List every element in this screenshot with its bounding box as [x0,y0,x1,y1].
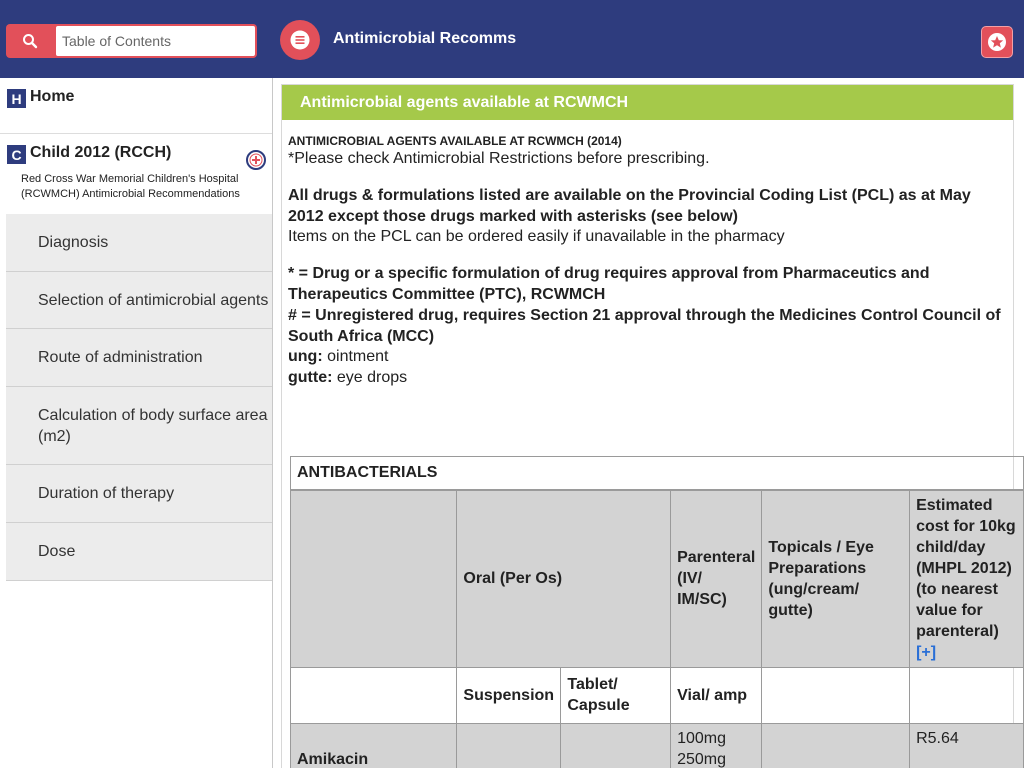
table-subheader-vial: Vial/ amp [671,667,762,723]
gutte-definition [288,368,1010,389]
menu-button[interactable] [280,20,320,60]
cost-line: R5.64 [916,729,959,747]
pcl-bold-text: All drugs & formulations listed are available on the Provincial Coding List (PCL) as at May 2012 except those drugs marked with asterisks (see below) [288,186,971,225]
top-bar [0,0,1024,78]
table-row [291,723,1024,768]
sidebar-item-duration[interactable]: Duration of therapy [6,465,272,523]
table-header-oral: Oral (Per Os) [457,490,671,668]
table-subheader-tablet: Tablet/ Capsule [561,667,671,723]
sidebar-item-bsa[interactable]: Calculation of body surface area (m2) [6,387,272,465]
legend-block [288,264,1010,389]
cost-line [916,749,1017,768]
suspension-cell [457,723,561,768]
hash-definition: # = Unregistered drug, requires Section 21 approval through the Medicines Control Council of South Africa (MCC) [288,306,1001,345]
sidebar-child-label: Child 2012 (RCCH) [30,144,172,161]
table-subheader-topicals-blank [762,667,910,723]
sidebar-item-child[interactable] [0,135,272,215]
cost-cell [910,723,1024,768]
table-subheader-suspension: Suspension [457,667,561,723]
pcl-text: Items on the PCL can be ordered easily if unavailable in the pharmacy [288,228,785,246]
sidebar-item-dose[interactable]: Dose [6,523,272,581]
sidebar-home-label: Home [30,88,75,105]
search-input[interactable] [56,26,255,56]
search-icon [22,33,38,49]
asterisk-definition: * = Drug or a specific formulation of drug requires approval from Pharmaceutics and Therapeutics Committee (PTC), RCWMCH [288,265,930,303]
sidebar-item-diagnosis[interactable]: Diagnosis [6,214,272,272]
menu-icon [289,29,311,51]
sidebar-list [6,214,272,581]
table-subheader-cost-blank [910,667,1024,723]
star-icon [987,32,1007,52]
table-header-blank [291,490,457,668]
vial-line: 100mg [677,729,727,747]
gutte-text: eye drops [336,369,408,387]
vial-line: 250mg [677,750,727,768]
topicals-cell [762,723,910,768]
table-header-topicals: Topicals / Eye Preparations (ung/cream/ gutte) [762,490,910,668]
ung-text: ointment [327,348,389,366]
document-body [288,133,1010,389]
gutte-label: gutte: [288,369,333,387]
child-letter-badge: C [7,145,26,164]
document-heading: ANTIMICROBIAL AGENTS AVAILABLE AT RCWMCH (2014) [288,134,622,148]
prescribing-note: *Please check Antimicrobial Restrictions before prescribing. [288,150,710,167]
cost-header-text: Estimated cost for 10kg child/day (MHPL 2012) (to nearest value for parenteral) [916,496,1016,640]
sidebar-child-subtitle: Red Cross War Memorial Children's Hospital (RCWMCH) Antimicrobial Recommendations [21,173,240,200]
section-title: Antimicrobial agents available at RCWMCH [300,94,629,111]
search-box [6,24,257,58]
drug-name: Amikacin [291,723,457,768]
tablet-cell [561,723,671,768]
sidebar-item-home[interactable] [0,78,272,134]
antibacterials-table [290,456,1024,768]
sidebar [0,78,273,768]
table-subheader-blank [291,667,457,723]
table-header-parenteral: Parenteral (IV/ IM/SC) [671,490,762,668]
sidebar-item-route[interactable]: Route of administration [6,329,272,387]
ung-definition [288,347,1010,368]
sidebar-item-selection[interactable]: Selection of antimicrobial agents [6,272,272,329]
pcl-paragraph [288,186,1010,248]
favorite-button[interactable] [981,26,1013,58]
app-title: Antimicrobial Recomms [333,30,517,47]
section-header [282,85,1014,120]
cost-footnote-link[interactable]: [+] [916,643,937,661]
table-header-cost [910,490,1024,668]
vial-cell [671,723,762,768]
search-button[interactable] [6,24,54,58]
home-letter-badge: H [7,89,26,108]
table-title: ANTIBACTERIALS [291,457,1024,490]
hospital-logo-icon [246,150,266,170]
ung-label: ung: [288,348,323,366]
